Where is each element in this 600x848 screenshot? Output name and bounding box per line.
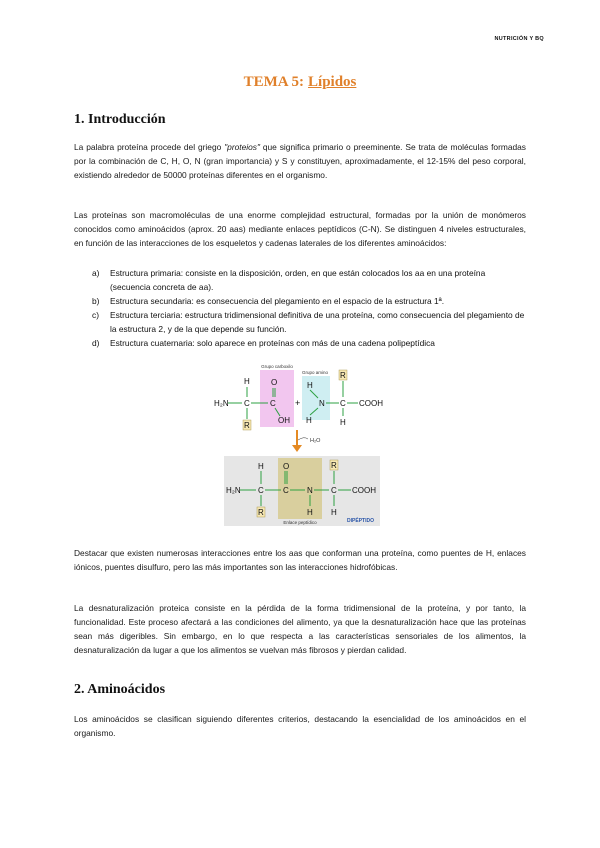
atom-h: H [307, 508, 313, 517]
list-item [92, 266, 526, 294]
list-item-text: Estructura terciaria: estructura tridimensional definitiva de una proteína, como consecuencia del plegamiento de la estructura 2, y de la que depende su función. [110, 310, 525, 334]
list-item-text: Estructura secundaria: es consecuencia del plegamiento en el espacio de la estructura 1ª. [110, 296, 445, 306]
label-group-amino: Grupo amino [301, 370, 329, 375]
atom-n: N [319, 399, 325, 408]
atom-h: H [244, 377, 250, 386]
water-label: H₂O [310, 438, 321, 444]
atom-r: R [331, 461, 337, 470]
atom-h: H [340, 418, 346, 427]
atom-h: H [331, 508, 337, 517]
atom-h: H [307, 381, 313, 390]
atom-c: C [283, 486, 289, 495]
atom-h: H [258, 462, 264, 471]
paragraph-interactions: Destacar que existen numerosas interacciones entre los aas que conforman una proteína, como puentes de H, enlaces iónicos, puentes disulfuro, pero las más importantes son las interacciones hidrofóbicas. [74, 548, 526, 572]
title-link[interactable]: Lípidos [308, 74, 357, 90]
header-tag: NUTRICIÓN Y BQ [494, 36, 544, 42]
atom-cooh: COOH [352, 486, 376, 495]
atom-r: R [244, 421, 250, 430]
atom-r: R [258, 508, 264, 517]
section-heading-intro: 1. Introducción [74, 112, 166, 127]
plus-sign: + [295, 398, 301, 408]
atom-c: C [270, 399, 276, 408]
list-item [92, 294, 526, 308]
label-group-carboxyl: Grupo carboxilo [261, 364, 293, 369]
atom-c: C [340, 399, 346, 408]
list-item [92, 336, 526, 350]
atom-h2n: H₂N [226, 486, 241, 495]
list-item-label: d) [92, 338, 100, 348]
paragraph-intro [74, 140, 526, 182]
list-item-text: Estructura primaria: consiste en la disposición, orden, en que están colocados los aa en una proteína (secuencia concreta de aa). [110, 268, 486, 292]
atom-o: O [271, 378, 278, 387]
atom-h2n: H₂N [214, 399, 229, 408]
atom-cooh: COOH [359, 399, 383, 408]
reaction-arrow-head [292, 445, 302, 452]
paragraph-intro-part: que significa primario o preeminente. Se trata de moléculas formadas por la combinación de C, H, O, N (gran importancia) y S y constituyen, aproximadamente, el 12-15% del peso corporal, existiendo alrededor de 50000 proteínas diferentes en el organismo. [74, 142, 526, 180]
atom-oh: OH [278, 416, 290, 425]
list-item-label: a) [92, 268, 100, 278]
atom-o: O [283, 462, 290, 471]
atom-c: C [331, 486, 337, 495]
atom-c: C [258, 486, 264, 495]
atom-h: H [306, 416, 312, 425]
atom-n: N [307, 486, 313, 495]
list-item-label: b) [92, 296, 100, 306]
section-heading-amino: 2. Aminoácidos [74, 682, 166, 697]
structure-list [92, 266, 526, 350]
list-item-label: c) [92, 310, 99, 320]
label-dipeptide: DIPÉPTIDO [347, 518, 374, 524]
label-peptide-bond: Enlace peptídico [283, 520, 317, 525]
paragraph-denaturation: La desnaturalización proteica consiste en la pérdida de la forma tridimensional de la proteína, y por tanto, la funcionalidad. Este proceso afectará a las condiciones del alimento, ya que la desnaturalización hace que las proteínas sean más digeribles. Sin embargo, en lo que respecta a las características sensoriales de los alimentos, la desnaturalización da lugar a que los alimentos se vuelvan más fibrosos y pierdan calidad. [74, 603, 526, 655]
peptide-bond-diagram [210, 362, 402, 530]
paragraph-amino: Los aminoácidos se clasifican siguiendo diferentes criterios, destacando la esencialidad de los aminoácidos en el organismo. [74, 714, 526, 738]
paragraph-intro-part: La palabra proteína procede del griego [74, 142, 225, 152]
page-title [0, 74, 600, 91]
title-prefix: TEMA 5: [243, 74, 305, 90]
atom-c: C [244, 399, 250, 408]
paragraph-intro-emphasis: "proteios" [224, 142, 260, 152]
atom-r: R [340, 371, 346, 380]
list-item-text: Estructura cuaternaria: solo aparece en proteínas con más de una cadena polipeptídica [110, 338, 435, 348]
list-item [92, 308, 526, 336]
paragraph-structures: Las proteínas son macromoléculas de una enorme complejidad estructural, formadas por la unión de monómeros conocidos como aminoácidos (aprox. 20 aas) mediante enlaces peptídicos (C-N). Se distinguen 4 niveles estructurales, en función de las interacciones de los esqueletos y cadenas laterales de los diferentes aminoácidos: [74, 210, 526, 248]
